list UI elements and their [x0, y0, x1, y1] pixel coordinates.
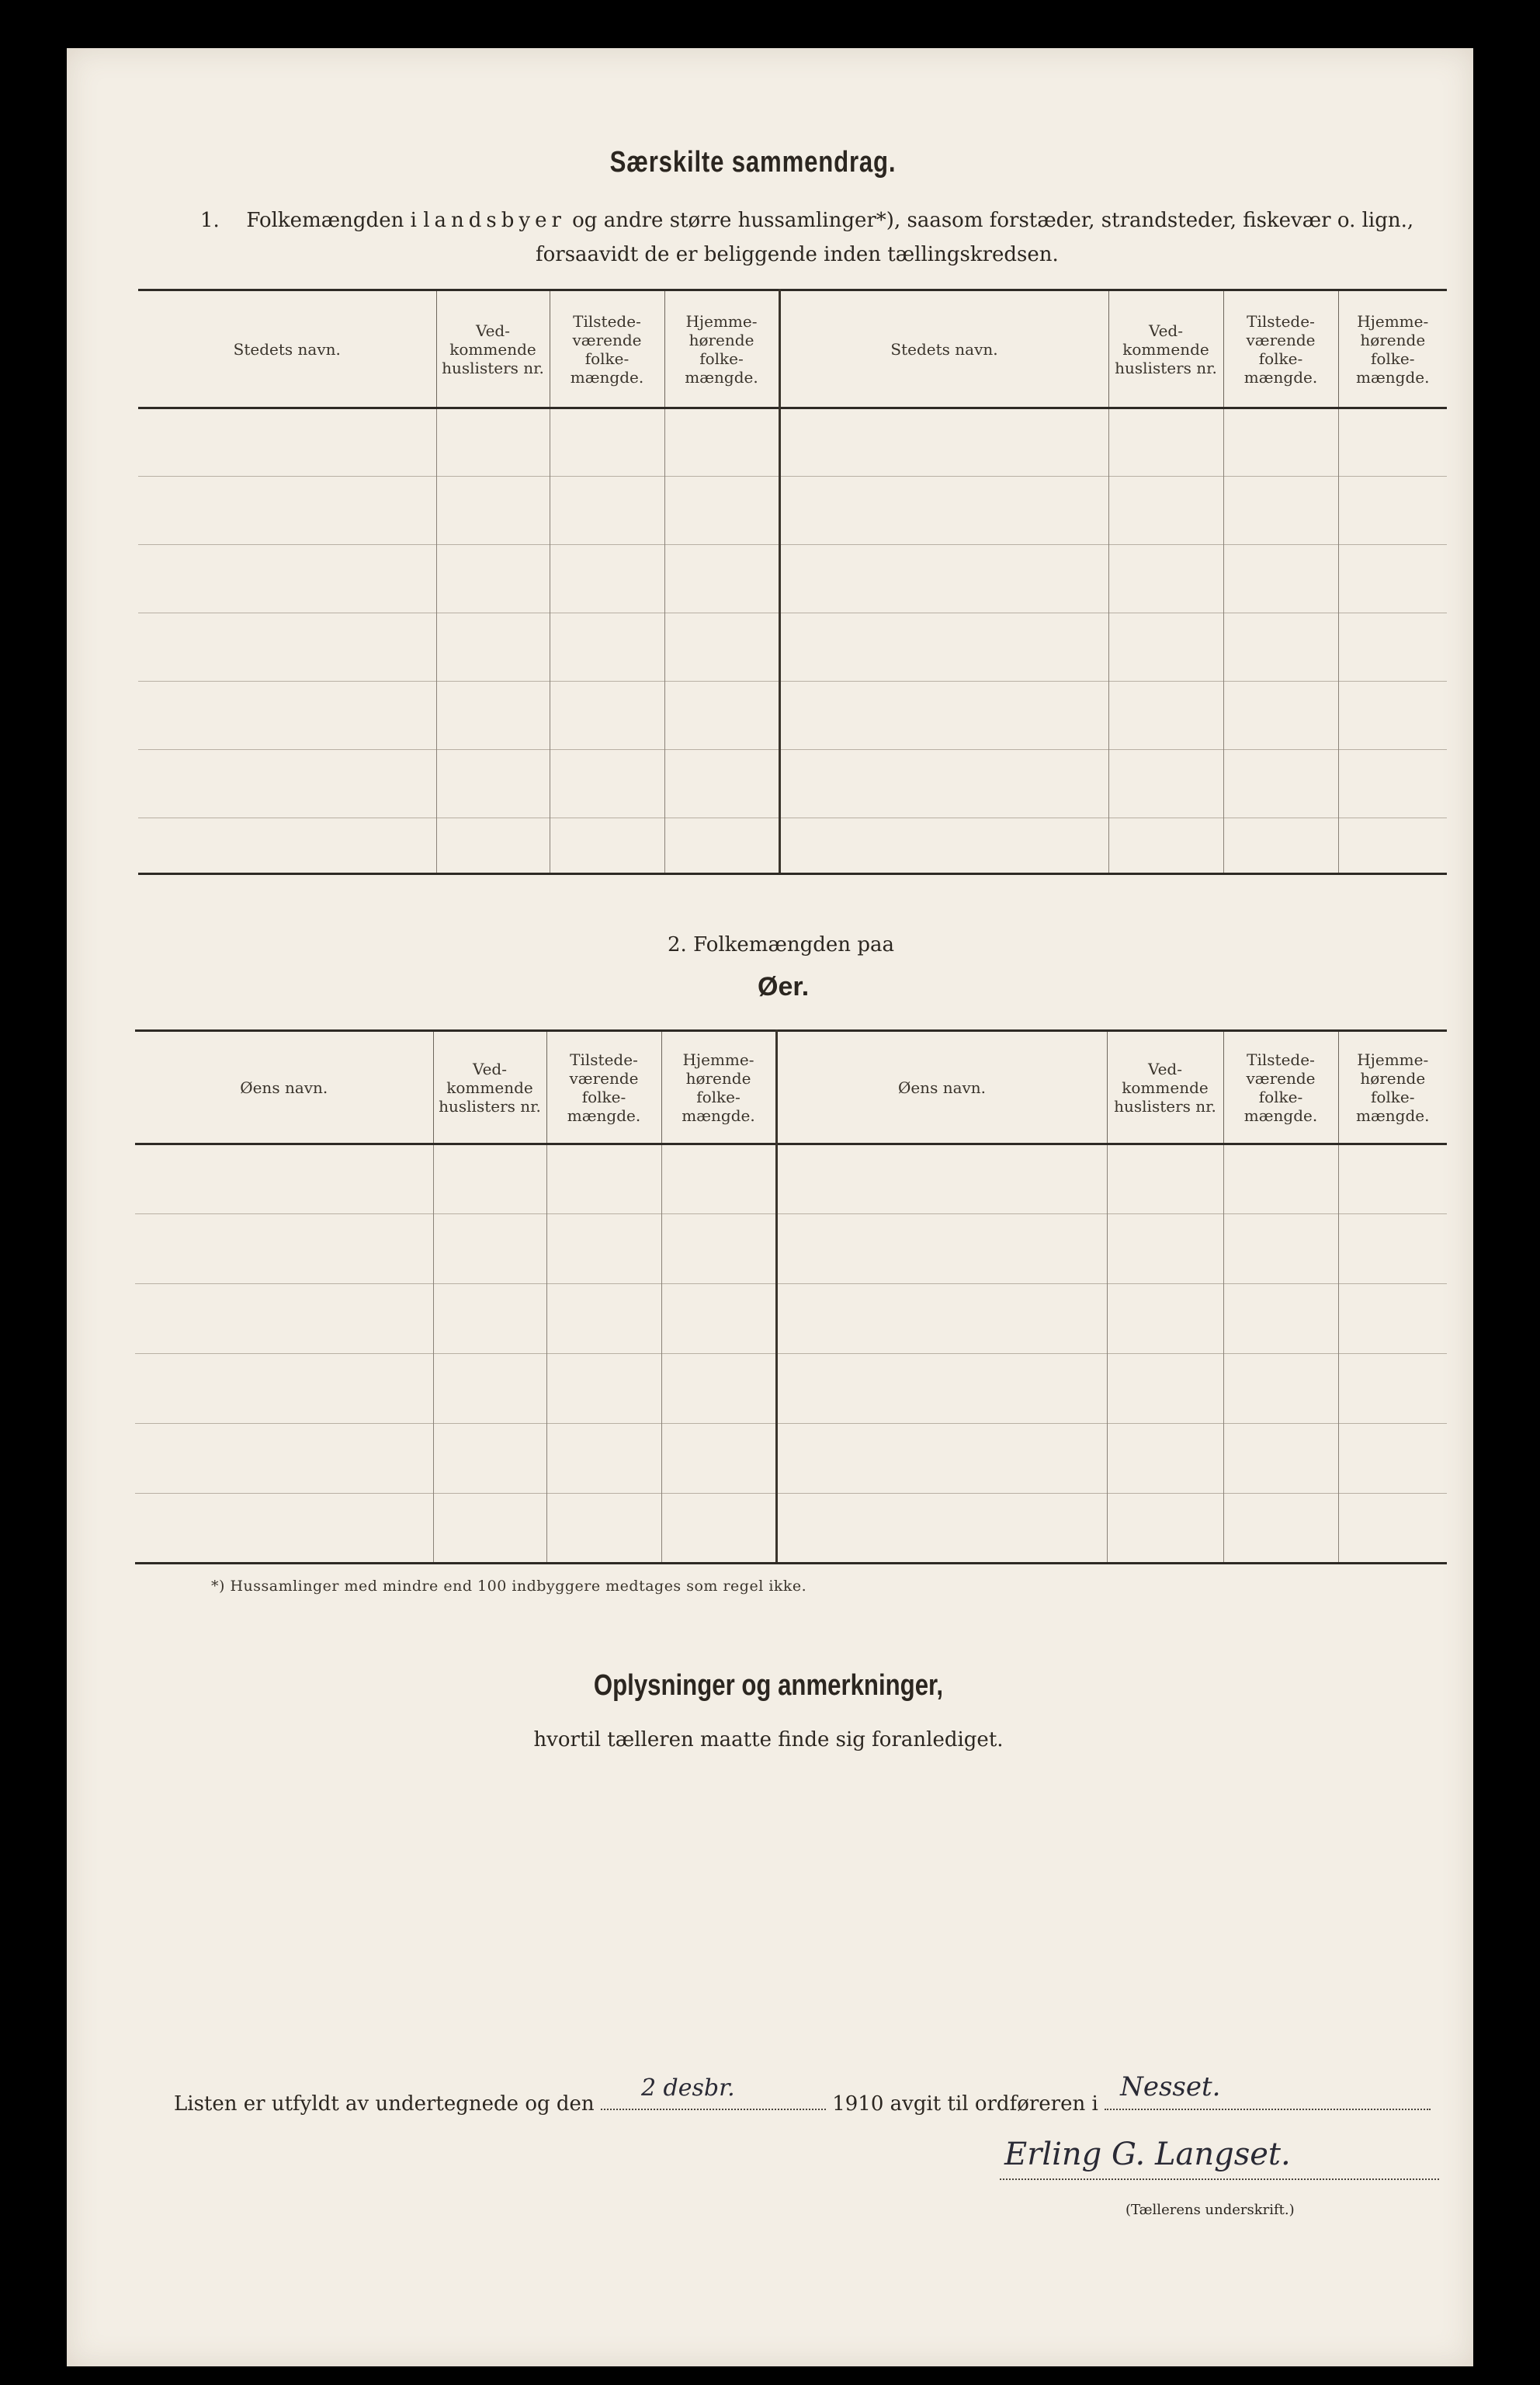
table-row — [135, 1494, 1447, 1564]
col-huslister: Ved-kommende huslisters nr. — [436, 290, 550, 408]
col-stedets-navn: Stedets navn. — [233, 339, 341, 359]
col-hjemme-2: Hjemme-hørende folke-mængde. — [1338, 290, 1447, 408]
signature-underline — [1000, 2177, 1439, 2180]
section2-word: Øer. — [758, 972, 810, 1002]
page-heading: Særskilte sammendrag. — [609, 146, 897, 179]
signature-year: 1910 — [832, 2092, 884, 2116]
table-oer — [135, 1029, 1447, 1564]
section1-text-a: Folkemængden i — [246, 209, 417, 232]
table-row — [135, 1284, 1447, 1354]
handwritten-signature: Erling G. Langset. — [1004, 2137, 1291, 2172]
table-row — [138, 477, 1447, 545]
section1-intro-line2: forsaavidt de er beliggende inden tællingskredsen. — [536, 243, 1059, 266]
section3-subtitle: hvortil tælleren maatte finde sig foranlediget. — [533, 1728, 1004, 1751]
section1-text-b: og andre større hussamlinger*), saasom forstæder, strandsteder, fiskevær o. lign., — [572, 209, 1414, 232]
table-row — [138, 818, 1447, 874]
handwritten-date: 2 desbr. — [640, 2074, 735, 2102]
section1-intro — [200, 203, 1442, 238]
signature-line — [174, 2071, 1447, 2116]
section1-text-spaced: landsbyer — [423, 209, 566, 232]
col-huslister-2: Ved-kommende huslisters nr. — [1108, 290, 1223, 408]
section3-title: Oplysninger og anmerkninger, — [593, 1669, 944, 1702]
table-row — [135, 1354, 1447, 1424]
signature-caption: (Tællerens underskrift.) — [1126, 2202, 1295, 2218]
col-huslister: Ved-kommende huslisters nr. — [433, 1031, 546, 1144]
section2-line: 2. Folkemængden paa — [668, 933, 894, 956]
col-huslister-2: Ved-kommende huslisters nr. — [1107, 1031, 1223, 1144]
signature-prefix: Listen er utfyldt av undertegnede og den — [174, 2092, 595, 2116]
col-hjemme-2: Hjemme-hørende folke-mængde. — [1338, 1031, 1447, 1144]
table-row — [138, 545, 1447, 613]
table-row — [138, 750, 1447, 818]
table-row — [138, 682, 1447, 750]
table-row — [138, 613, 1447, 682]
col-tilstede-2: Tilstede-værende folke-mængde. — [1223, 290, 1338, 408]
table-row — [138, 408, 1447, 477]
col-stedets-navn-2: Stedets navn. — [779, 290, 1108, 408]
section1-number: 1. — [200, 209, 220, 232]
col-hjemme: Hjemme-hørende folke-mængde. — [664, 290, 779, 408]
col-hjemme: Hjemme-hørende folke-mængde. — [661, 1031, 776, 1144]
col-oens-navn: Øens navn. — [240, 1078, 328, 1097]
table-row — [135, 1424, 1447, 1494]
signature-middle: avgit til ordføreren i — [890, 2092, 1098, 2116]
table-row — [135, 1214, 1447, 1284]
table-landsbyer — [138, 289, 1447, 875]
col-oens-navn-2: Øens navn. — [776, 1031, 1107, 1144]
col-tilstede: Tilstede-værende folke-mængde. — [546, 1031, 661, 1144]
handwritten-place: Nesset. — [1120, 2071, 1221, 2102]
col-tilstede: Tilstede-værende folke-mængde. — [550, 290, 664, 408]
footnote: *) Hussamlinger med mindre end 100 indbyggere medtages som regel ikke. — [211, 1578, 807, 1595]
col-tilstede-2: Tilstede-værende folke-mængde. — [1223, 1031, 1338, 1144]
table-row — [135, 1144, 1447, 1214]
